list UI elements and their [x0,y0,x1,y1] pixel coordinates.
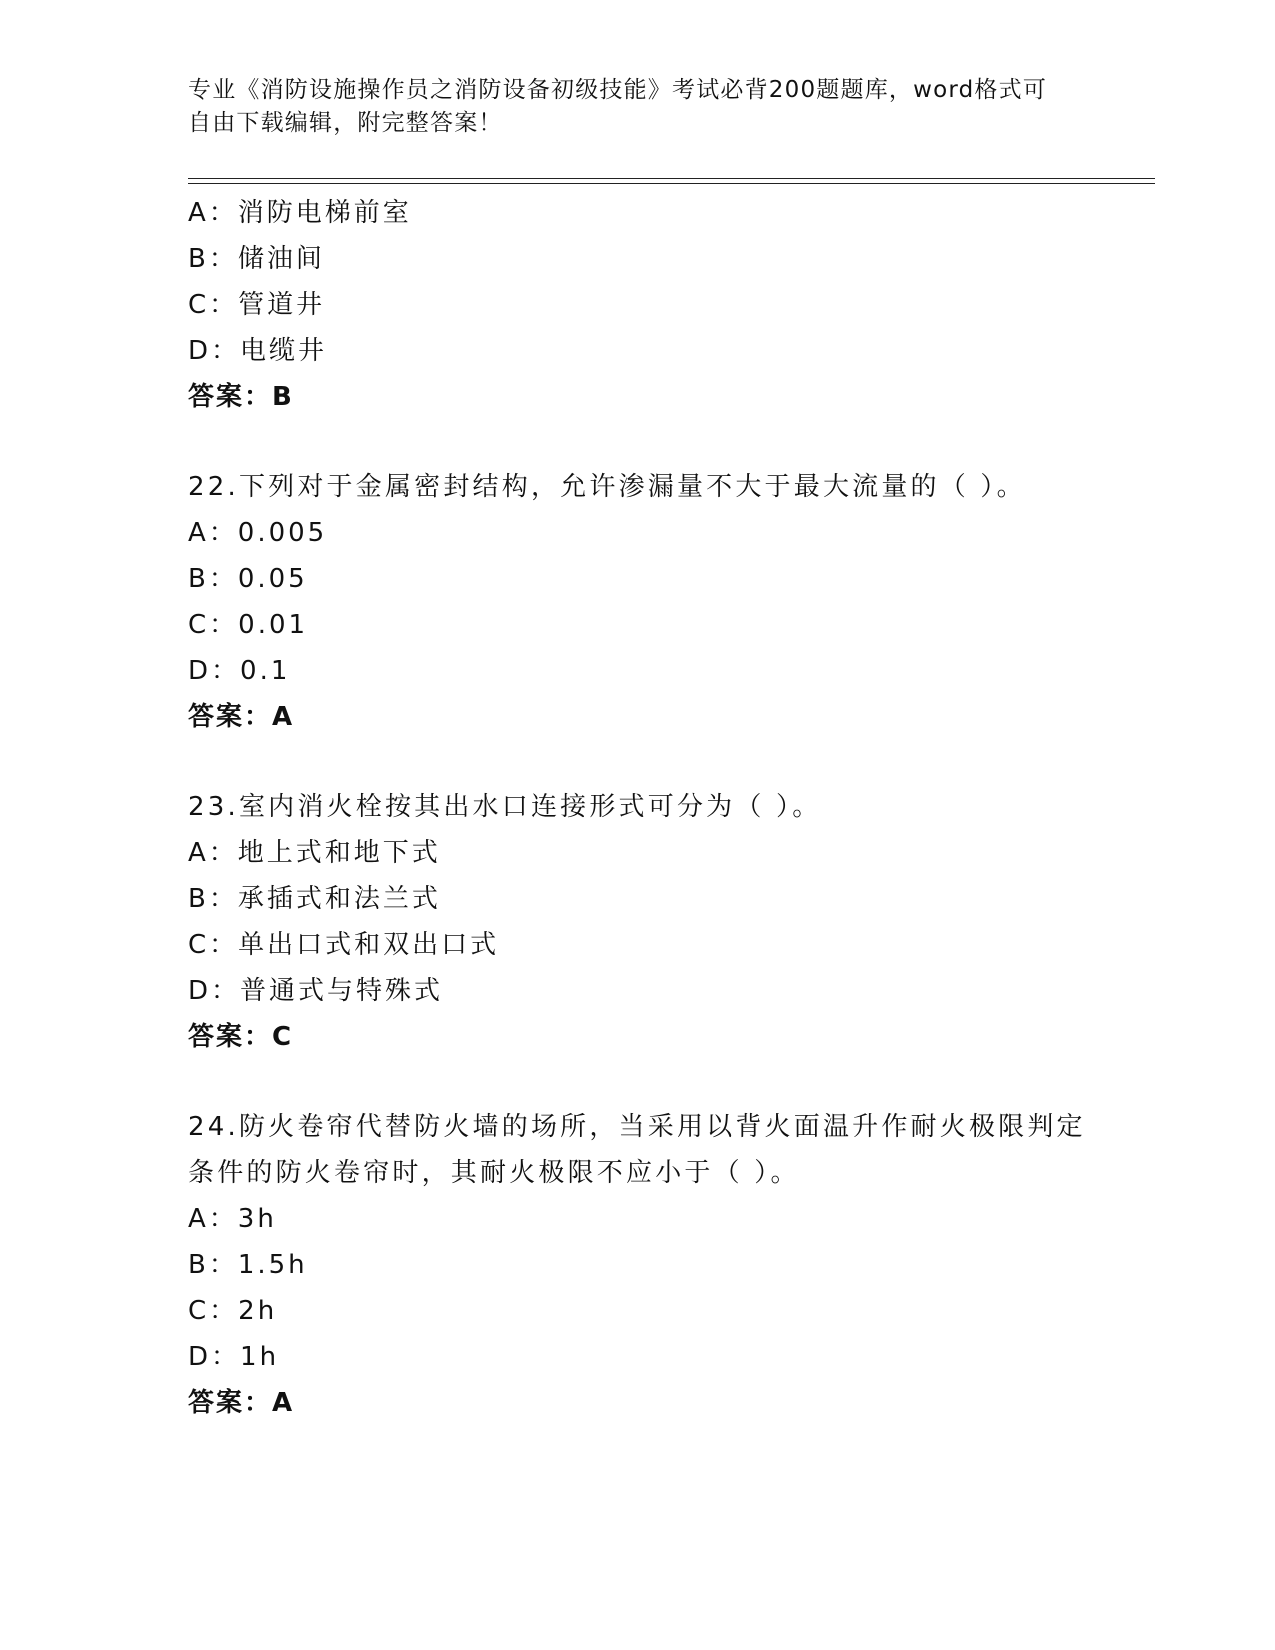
option-b: B：0.05 [188,564,308,594]
spacer [188,1060,1088,1104]
option-c: C：管道井 [188,290,326,320]
option-c: C：2h [188,1296,278,1326]
option-d: D：电缆井 [188,336,328,366]
answer: 答案：A [188,702,295,732]
question-22 [188,464,1088,740]
question-text: 23.室内消火栓按其出水口连接形式可分为（ ）。 [188,792,822,822]
question-21 [188,190,1088,420]
option-a: A：3h [188,1204,277,1234]
question-24 [188,1104,1088,1426]
spacer [188,740,1088,784]
option-a: A：消防电梯前室 [188,198,412,228]
question-23 [188,784,1088,1060]
option-c: C：单出口式和双出口式 [188,930,500,960]
option-a: A：地上式和地下式 [188,838,441,868]
header-divider-bottom [188,183,1155,184]
option-c: C：0.01 [188,610,309,640]
option-d: D：0.1 [188,656,291,686]
document-header: 专业《消防设施操作员之消防设备初级技能》考试必背200题题库，word格式可自由下载编辑，附完整答案！ [188,77,1048,136]
answer: 答案：A [188,1388,295,1418]
question-list [188,190,1088,1426]
question-text: 22.下列对于金属密封结构，允许渗漏量不大于最大流量的（ ）。 [188,472,1026,502]
option-b: B：承插式和法兰式 [188,884,441,914]
option-a: A：0.005 [188,518,328,548]
answer: 答案：B [188,382,294,412]
option-d: D：1h [188,1342,280,1372]
option-b: B：储油间 [188,244,325,274]
option-d: D：普通式与特殊式 [188,976,444,1006]
header-divider-top [188,178,1155,179]
question-text: 24.防火卷帘代替防火墙的场所，当采用以背火面温升作耐火极限判定条件的防火卷帘时，其耐火极限不应小于（ ）。 [188,1112,1086,1188]
answer: 答案：C [188,1022,294,1052]
spacer [188,420,1088,464]
option-b: B：1.5h [188,1250,308,1280]
